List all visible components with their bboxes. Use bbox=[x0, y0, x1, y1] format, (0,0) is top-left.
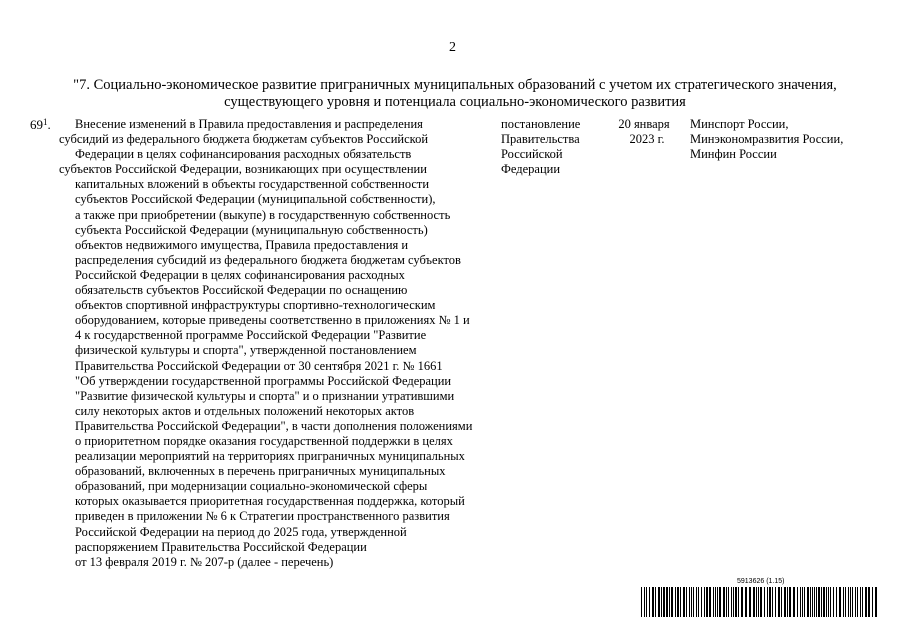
section-title-line: "7. Социально-экономическое развитие приграничных муниципальных образований с учетом их стратегического значения, bbox=[73, 77, 837, 93]
description-line: образований, включенных в перечень приграничных муниципальных bbox=[75, 464, 446, 479]
date-line: 20 января bbox=[618, 117, 670, 131]
description-line: Федерации в целях софинансирования расходных обязательств bbox=[75, 147, 412, 162]
document-type-line: Правительства bbox=[501, 132, 580, 147]
description-line: субъекта Российской Федерации (муниципальную собственность) bbox=[75, 222, 428, 237]
row-description bbox=[59, 117, 499, 570]
responsible-line: Минфин России bbox=[690, 147, 777, 162]
description-line: Российской Федерации на период до 2025 года, утвержденной bbox=[75, 524, 407, 539]
description-line: субъектов Российской Федерации, возникающих при осуществлении bbox=[59, 162, 427, 177]
description-line: субсидий из федерального бюджета бюджетам субъектов Российской bbox=[59, 132, 429, 147]
description-line: субъектов Российской Федерации (муниципальной собственности), bbox=[75, 192, 436, 207]
description-line: силу некоторых актов и отдельных положений некоторых актов bbox=[75, 403, 415, 418]
description-line: которых оказывается приоритетная государственная поддержка, который bbox=[75, 494, 465, 509]
barcode-icon bbox=[641, 587, 879, 617]
description-line: 4 к государственной программе Российской Федерации "Развитие bbox=[75, 328, 427, 343]
description-line: "Об утверждении государственной программы Российской Федерации bbox=[75, 373, 452, 388]
row-number-suffix: . bbox=[47, 117, 51, 132]
responsible-line: Минэкономразвития России, bbox=[690, 132, 844, 147]
description-line: объектов недвижимого имущества, Правила предоставления и bbox=[75, 237, 409, 252]
description-line: а также при приобретении (выкупе) в государственную собственность bbox=[75, 207, 451, 222]
description-line: обязательств субъектов Российской Федерации по оснащению bbox=[75, 283, 408, 298]
description-line: капитальных вложений в объекты государственной собственности bbox=[75, 177, 430, 192]
description-line: Российской Федерации в целях софинансирования расходных bbox=[75, 267, 405, 282]
document-type-line: Российской bbox=[501, 147, 563, 162]
description-line: Внесение изменений в Правила предоставления и распределения bbox=[75, 117, 423, 131]
section-title bbox=[30, 77, 880, 111]
responsible-line: Минспорт России, bbox=[690, 117, 789, 131]
description-line: распоряжением Правительства Российской Федерации bbox=[75, 539, 367, 554]
page-number: 2 bbox=[449, 40, 456, 55]
date-line: 2023 г. bbox=[629, 132, 665, 147]
row-document-type bbox=[501, 117, 601, 177]
document-type-line: Федерации bbox=[501, 162, 561, 177]
description-line: объектов спортивной инфраструктуры спортивно-технологическим bbox=[75, 298, 436, 313]
row-number bbox=[30, 117, 51, 132]
description-line: приведен в приложении № 6 к Стратегии пространственного развития bbox=[75, 509, 450, 524]
description-line: распределения субсидий из федерального бюджета бюджетам субъектов bbox=[75, 252, 461, 267]
section-title-line: существующего уровня и потенциала социально-экономического развития bbox=[224, 94, 686, 110]
row-number-superscript: 1 bbox=[43, 117, 48, 127]
description-line: Правительства Российской Федерации", в части дополнения положениями bbox=[75, 418, 473, 433]
description-line: оборудованием, которые приведены соответственно в приложениях № 1 и bbox=[75, 313, 470, 328]
row-number-main: 69 bbox=[30, 117, 43, 132]
barcode-label: 5913626 (1.15) bbox=[737, 578, 785, 585]
row-deadline bbox=[604, 117, 684, 147]
description-line: Правительства Российской Федерации от 30 сентября 2021 г. № 1661 bbox=[75, 358, 443, 373]
description-line: "Развитие физической культуры и спорта" и о признании утратившими bbox=[75, 388, 455, 403]
description-line: реализации мероприятий на территориях приграничных муниципальных bbox=[75, 449, 465, 464]
document-type-line: постановление bbox=[501, 117, 581, 131]
description-line: от 13 февраля 2019 г. № 207-р (далее - перечень) bbox=[75, 554, 334, 569]
description-line: образований, при модернизации социально-экономической сферы bbox=[75, 479, 428, 494]
row-responsible bbox=[690, 117, 890, 162]
description-line: физической культуры и спорта", утвержденной постановлением bbox=[75, 343, 417, 358]
description-line: о приоритетном порядке оказания государственной поддержки в целях bbox=[75, 433, 453, 448]
